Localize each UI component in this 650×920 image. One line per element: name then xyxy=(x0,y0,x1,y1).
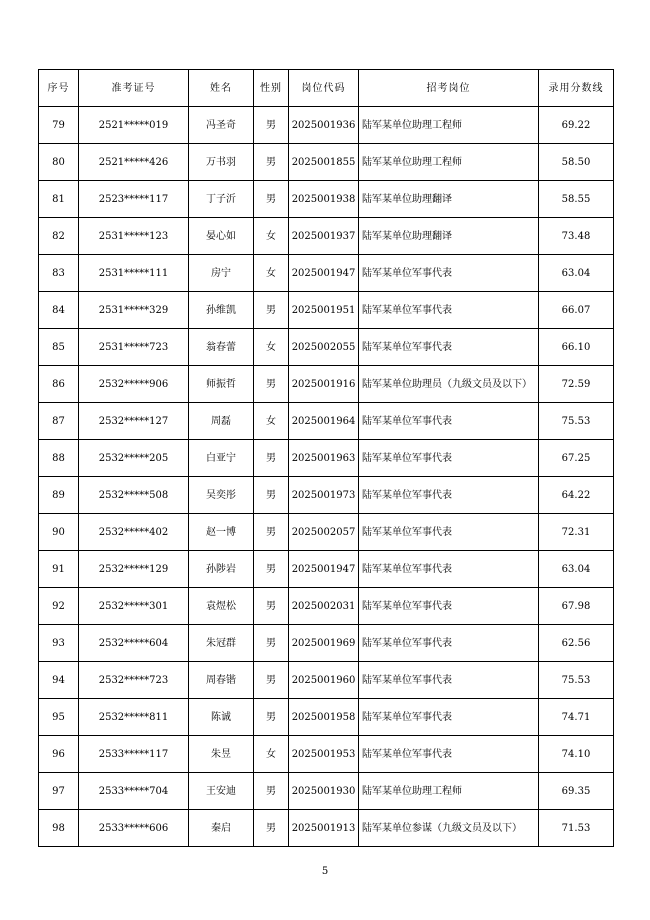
cell-serial-number: 88 xyxy=(39,440,79,477)
table-row xyxy=(39,440,614,477)
cell-serial-number: 82 xyxy=(39,218,79,255)
cell-serial-number: 86 xyxy=(39,366,79,403)
cell-cutoff-score: 72.31 xyxy=(539,514,614,551)
cell-recruitment-position: 陆军某单位军事代表 xyxy=(359,477,539,514)
cell-position-code: 2025001916 xyxy=(289,366,359,403)
cell-serial-number: 92 xyxy=(39,588,79,625)
cell-serial-number: 87 xyxy=(39,403,79,440)
cell-cutoff-score: 71.53 xyxy=(539,810,614,847)
cell-name: 朱冠群 xyxy=(189,625,254,662)
table-row xyxy=(39,810,614,847)
cell-cutoff-score: 64.22 xyxy=(539,477,614,514)
cell-cutoff-score: 67.25 xyxy=(539,440,614,477)
cell-recruitment-position: 陆军某单位军事代表 xyxy=(359,662,539,699)
cell-position-code: 2025001930 xyxy=(289,773,359,810)
cell-recruitment-position: 陆军某单位军事代表 xyxy=(359,292,539,329)
cell-gender: 男 xyxy=(254,625,289,662)
cell-serial-number: 90 xyxy=(39,514,79,551)
table-row xyxy=(39,181,614,218)
cell-admission-ticket-number: 2532*****402 xyxy=(79,514,189,551)
cell-serial-number: 81 xyxy=(39,181,79,218)
cell-recruitment-position: 陆军某单位军事代表 xyxy=(359,699,539,736)
cell-position-code: 2025002055 xyxy=(289,329,359,366)
cell-recruitment-position: 陆军某单位军事代表 xyxy=(359,440,539,477)
table-row xyxy=(39,736,614,773)
cell-recruitment-position: 陆军某单位参谋（九级文员及以下） xyxy=(359,810,539,847)
cell-name: 周春锴 xyxy=(189,662,254,699)
cell-gender: 男 xyxy=(254,773,289,810)
cell-cutoff-score: 74.10 xyxy=(539,736,614,773)
table-row xyxy=(39,255,614,292)
cell-admission-ticket-number: 2531*****111 xyxy=(79,255,189,292)
table-row xyxy=(39,514,614,551)
cell-cutoff-score: 75.53 xyxy=(539,403,614,440)
cell-admission-ticket-number: 2533*****117 xyxy=(79,736,189,773)
cell-position-code: 2025001951 xyxy=(289,292,359,329)
cell-cutoff-score: 67.98 xyxy=(539,588,614,625)
cell-admission-ticket-number: 2532*****811 xyxy=(79,699,189,736)
cell-admission-ticket-number: 2521*****426 xyxy=(79,144,189,181)
cell-name: 晏心如 xyxy=(189,218,254,255)
cell-serial-number: 91 xyxy=(39,551,79,588)
cell-serial-number: 84 xyxy=(39,292,79,329)
cell-admission-ticket-number: 2523*****117 xyxy=(79,181,189,218)
cell-name: 赵一博 xyxy=(189,514,254,551)
cell-serial-number: 94 xyxy=(39,662,79,699)
cell-cutoff-score: 58.50 xyxy=(539,144,614,181)
cell-name: 秦启 xyxy=(189,810,254,847)
cell-serial-number: 85 xyxy=(39,329,79,366)
cell-cutoff-score: 73.48 xyxy=(539,218,614,255)
cell-gender: 男 xyxy=(254,292,289,329)
cell-gender: 女 xyxy=(254,255,289,292)
cell-name: 吴奕彤 xyxy=(189,477,254,514)
cell-position-code: 2025001947 xyxy=(289,551,359,588)
cell-name: 丁子沂 xyxy=(189,181,254,218)
cell-admission-ticket-number: 2531*****329 xyxy=(79,292,189,329)
cell-admission-ticket-number: 2532*****604 xyxy=(79,625,189,662)
table-row xyxy=(39,403,614,440)
cell-position-code: 2025001953 xyxy=(289,736,359,773)
cell-gender: 男 xyxy=(254,107,289,144)
cell-name: 朱昱 xyxy=(189,736,254,773)
cell-recruitment-position: 陆军某单位军事代表 xyxy=(359,329,539,366)
cell-position-code: 2025002057 xyxy=(289,514,359,551)
table-row xyxy=(39,773,614,810)
cell-position-code: 2025001913 xyxy=(289,810,359,847)
table-row xyxy=(39,144,614,181)
cell-cutoff-score: 72.59 xyxy=(539,366,614,403)
cell-name: 陈诚 xyxy=(189,699,254,736)
cell-serial-number: 95 xyxy=(39,699,79,736)
cell-admission-ticket-number: 2532*****205 xyxy=(79,440,189,477)
cell-serial-number: 83 xyxy=(39,255,79,292)
cell-gender: 男 xyxy=(254,810,289,847)
table-row xyxy=(39,292,614,329)
cell-recruitment-position: 陆军某单位助理工程师 xyxy=(359,107,539,144)
header-cutoff-score: 录用分数线 xyxy=(539,70,614,107)
table-row xyxy=(39,699,614,736)
cell-name: 万书羽 xyxy=(189,144,254,181)
cell-position-code: 2025001973 xyxy=(289,477,359,514)
page-number: 5 xyxy=(321,866,329,877)
cell-position-code: 2025001963 xyxy=(289,440,359,477)
cell-cutoff-score: 58.55 xyxy=(539,181,614,218)
cell-gender: 男 xyxy=(254,440,289,477)
cell-admission-ticket-number: 2531*****123 xyxy=(79,218,189,255)
cell-position-code: 2025002031 xyxy=(289,588,359,625)
cell-gender: 男 xyxy=(254,551,289,588)
header-gender: 性别 xyxy=(254,70,289,107)
cell-serial-number: 97 xyxy=(39,773,79,810)
cell-name: 孙陟岩 xyxy=(189,551,254,588)
cell-cutoff-score: 66.10 xyxy=(539,329,614,366)
cell-gender: 女 xyxy=(254,329,289,366)
cell-gender: 女 xyxy=(254,403,289,440)
cell-cutoff-score: 69.22 xyxy=(539,107,614,144)
cell-admission-ticket-number: 2532*****508 xyxy=(79,477,189,514)
cell-cutoff-score: 69.35 xyxy=(539,773,614,810)
cell-admission-ticket-number: 2532*****129 xyxy=(79,551,189,588)
header-serial-number: 序号 xyxy=(39,70,79,107)
cell-cutoff-score: 75.53 xyxy=(539,662,614,699)
cell-admission-ticket-number: 2532*****723 xyxy=(79,662,189,699)
cell-recruitment-position: 陆军某单位助理翻译 xyxy=(359,181,539,218)
cell-name: 房宁 xyxy=(189,255,254,292)
table-row xyxy=(39,107,614,144)
cell-recruitment-position: 陆军某单位军事代表 xyxy=(359,588,539,625)
cell-recruitment-position: 陆军某单位军事代表 xyxy=(359,625,539,662)
table-body xyxy=(39,107,614,847)
cell-position-code: 2025001855 xyxy=(289,144,359,181)
cell-name: 师振哲 xyxy=(189,366,254,403)
cell-cutoff-score: 62.56 xyxy=(539,625,614,662)
header-admission-ticket-number: 准考证号 xyxy=(79,70,189,107)
cell-name: 翁春蕾 xyxy=(189,329,254,366)
table-row xyxy=(39,625,614,662)
table-row xyxy=(39,588,614,625)
cell-admission-ticket-number: 2533*****606 xyxy=(79,810,189,847)
table-header xyxy=(39,70,614,107)
cell-name: 袁煜松 xyxy=(189,588,254,625)
cell-gender: 女 xyxy=(254,218,289,255)
header-position-code: 岗位代码 xyxy=(289,70,359,107)
cell-gender: 男 xyxy=(254,588,289,625)
cell-gender: 男 xyxy=(254,366,289,403)
table-row xyxy=(39,329,614,366)
cell-gender: 男 xyxy=(254,662,289,699)
cell-cutoff-score: 74.71 xyxy=(539,699,614,736)
cell-recruitment-position: 陆军某单位助理翻译 xyxy=(359,218,539,255)
cell-recruitment-position: 陆军某单位军事代表 xyxy=(359,403,539,440)
cell-admission-ticket-number: 2521*****019 xyxy=(79,107,189,144)
cell-cutoff-score: 63.04 xyxy=(539,551,614,588)
cell-gender: 男 xyxy=(254,699,289,736)
cell-serial-number: 96 xyxy=(39,736,79,773)
cell-admission-ticket-number: 2533*****704 xyxy=(79,773,189,810)
table-row xyxy=(39,662,614,699)
cell-position-code: 2025001936 xyxy=(289,107,359,144)
cell-position-code: 2025001958 xyxy=(289,699,359,736)
cell-admission-ticket-number: 2532*****301 xyxy=(79,588,189,625)
cell-admission-ticket-number: 2532*****127 xyxy=(79,403,189,440)
cell-name: 冯圣奇 xyxy=(189,107,254,144)
header-row xyxy=(39,70,614,107)
cell-gender: 男 xyxy=(254,514,289,551)
table-row xyxy=(39,551,614,588)
cell-position-code: 2025001937 xyxy=(289,218,359,255)
table-row xyxy=(39,218,614,255)
cell-position-code: 2025001964 xyxy=(289,403,359,440)
table-row xyxy=(39,366,614,403)
cell-admission-ticket-number: 2532*****906 xyxy=(79,366,189,403)
cell-position-code: 2025001947 xyxy=(289,255,359,292)
results-table xyxy=(38,69,614,847)
cell-serial-number: 89 xyxy=(39,477,79,514)
cell-recruitment-position: 陆军某单位军事代表 xyxy=(359,255,539,292)
cell-serial-number: 93 xyxy=(39,625,79,662)
cell-serial-number: 80 xyxy=(39,144,79,181)
cell-recruitment-position: 陆军某单位军事代表 xyxy=(359,551,539,588)
header-name: 姓名 xyxy=(189,70,254,107)
cell-recruitment-position: 陆军某单位军事代表 xyxy=(359,736,539,773)
cell-recruitment-position: 陆军某单位助理工程师 xyxy=(359,144,539,181)
cell-position-code: 2025001938 xyxy=(289,181,359,218)
header-recruitment-position: 招考岗位 xyxy=(359,70,539,107)
cell-cutoff-score: 63.04 xyxy=(539,255,614,292)
cell-recruitment-position: 陆军某单位助理员（九级文员及以下） xyxy=(359,366,539,403)
cell-gender: 男 xyxy=(254,477,289,514)
cell-recruitment-position: 陆军某单位助理工程师 xyxy=(359,773,539,810)
cell-name: 周磊 xyxy=(189,403,254,440)
cell-serial-number: 98 xyxy=(39,810,79,847)
cell-cutoff-score: 66.07 xyxy=(539,292,614,329)
cell-name: 白亚宁 xyxy=(189,440,254,477)
cell-position-code: 2025001960 xyxy=(289,662,359,699)
cell-admission-ticket-number: 2531*****723 xyxy=(79,329,189,366)
cell-recruitment-position: 陆军某单位军事代表 xyxy=(359,514,539,551)
cell-gender: 男 xyxy=(254,144,289,181)
table-row xyxy=(39,477,614,514)
cell-name: 孙维凯 xyxy=(189,292,254,329)
cell-gender: 男 xyxy=(254,181,289,218)
cell-name: 王安迪 xyxy=(189,773,254,810)
cell-gender: 女 xyxy=(254,736,289,773)
cell-serial-number: 79 xyxy=(39,107,79,144)
cell-position-code: 2025001969 xyxy=(289,625,359,662)
